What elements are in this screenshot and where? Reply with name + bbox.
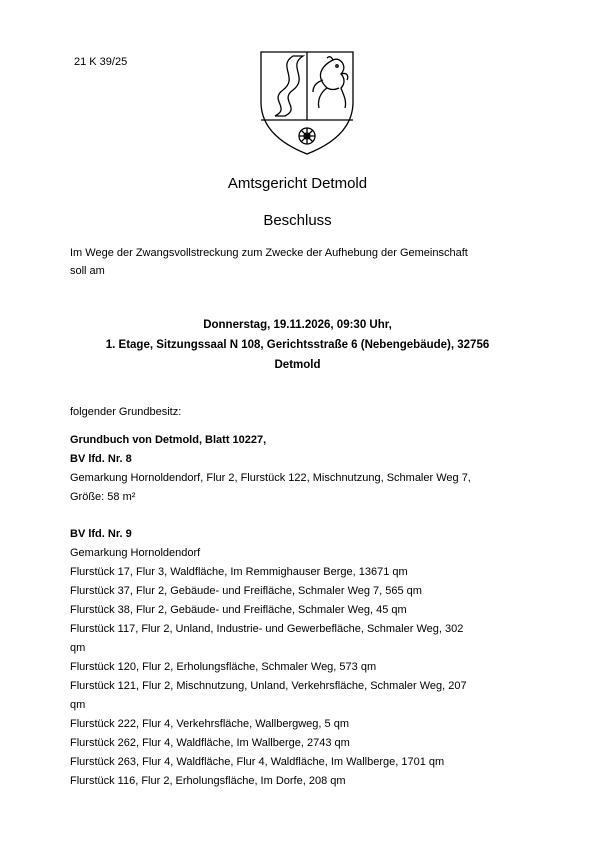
case-number: 21 K 39/25 bbox=[74, 56, 128, 68]
intro-paragraph bbox=[70, 244, 530, 280]
entry-label: BV lfd. Nr. 8 bbox=[70, 453, 132, 465]
parcel-line: Gemarkung Hornoldendorf bbox=[70, 547, 201, 559]
entry-9-section bbox=[70, 525, 530, 791]
parcel-line: Flurstück 263, Flur 4, Waldfläche, Flur 4, Waldfläche, Im Wallberge, 1701 qm bbox=[70, 756, 445, 768]
parcel-line: qm bbox=[70, 699, 86, 711]
intro-line: soll am bbox=[70, 265, 105, 277]
parcel-line: Flurstück 38, Flur 2, Gebäude- und Freifläche, Schmaler Weg, 45 qm bbox=[70, 604, 407, 616]
entry-line: Gemarkung Hornoldendorf, Flur 2, Flurstück 122, Mischnutzung, Schmaler Weg 7, bbox=[70, 472, 471, 484]
entry-label: BV lfd. Nr. 9 bbox=[70, 528, 132, 540]
parcel-line: Flurstück 262, Flur 4, Waldfläche, Im Wallberge, 2743 qm bbox=[70, 737, 350, 749]
parcel-line: Flurstück 121, Flur 2, Mischnutzung, Unland, Verkehrsfläche, Schmaler Weg, 207 bbox=[70, 680, 467, 692]
appointment-block bbox=[70, 315, 525, 375]
entry-line: Größe: 58 m² bbox=[70, 491, 136, 503]
parcel-line: Flurstück 116, Flur 2, Erholungsfläche, Im Dorfe, 208 qm bbox=[70, 775, 346, 787]
parcel-line: Flurstück 120, Flur 2, Erholungsfläche, Schmaler Weg, 573 qm bbox=[70, 661, 377, 673]
parcel-line: Flurstück 17, Flur 3, Waldfläche, Im Remmighauser Berge, 13671 qm bbox=[70, 566, 408, 578]
appointment-city: Detmold bbox=[274, 359, 321, 371]
document-title: Beschluss bbox=[263, 212, 332, 229]
parcel-line: qm bbox=[70, 642, 86, 654]
parcel-line: Flurstück 222, Flur 4, Verkehrsfläche, Wallbergweg, 5 qm bbox=[70, 718, 349, 730]
appointment-location: 1. Etage, Sitzungssaal N 108, Gerichtsstraße 6 (Nebengebäude), 32756 bbox=[105, 339, 490, 351]
parcel-line: Flurstück 37, Flur 2, Gebäude- und Freifläche, Schmaler Weg 7, 565 qm bbox=[70, 585, 422, 597]
parcel-line: Flurstück 117, Flur 2, Unland, Industrie- und Gewerbefläche, Schmaler Weg, 302 bbox=[70, 623, 464, 635]
nrw-coat-of-arms-icon bbox=[257, 44, 357, 156]
land-register-title: Grundbuch von Detmold, Blatt 10227, bbox=[70, 434, 267, 446]
intro-line: Im Wege der Zwangsvollstreckung zum Zwecke der Aufhebung der Gemeinschaft bbox=[70, 247, 468, 259]
appointment-date: Donnerstag, 19.11.2026, 09:30 Uhr, bbox=[203, 319, 392, 331]
land-register-section bbox=[70, 431, 530, 507]
court-name: Amtsgericht Detmold bbox=[227, 175, 368, 192]
property-intro: folgender Grundbesitz: bbox=[70, 406, 182, 418]
